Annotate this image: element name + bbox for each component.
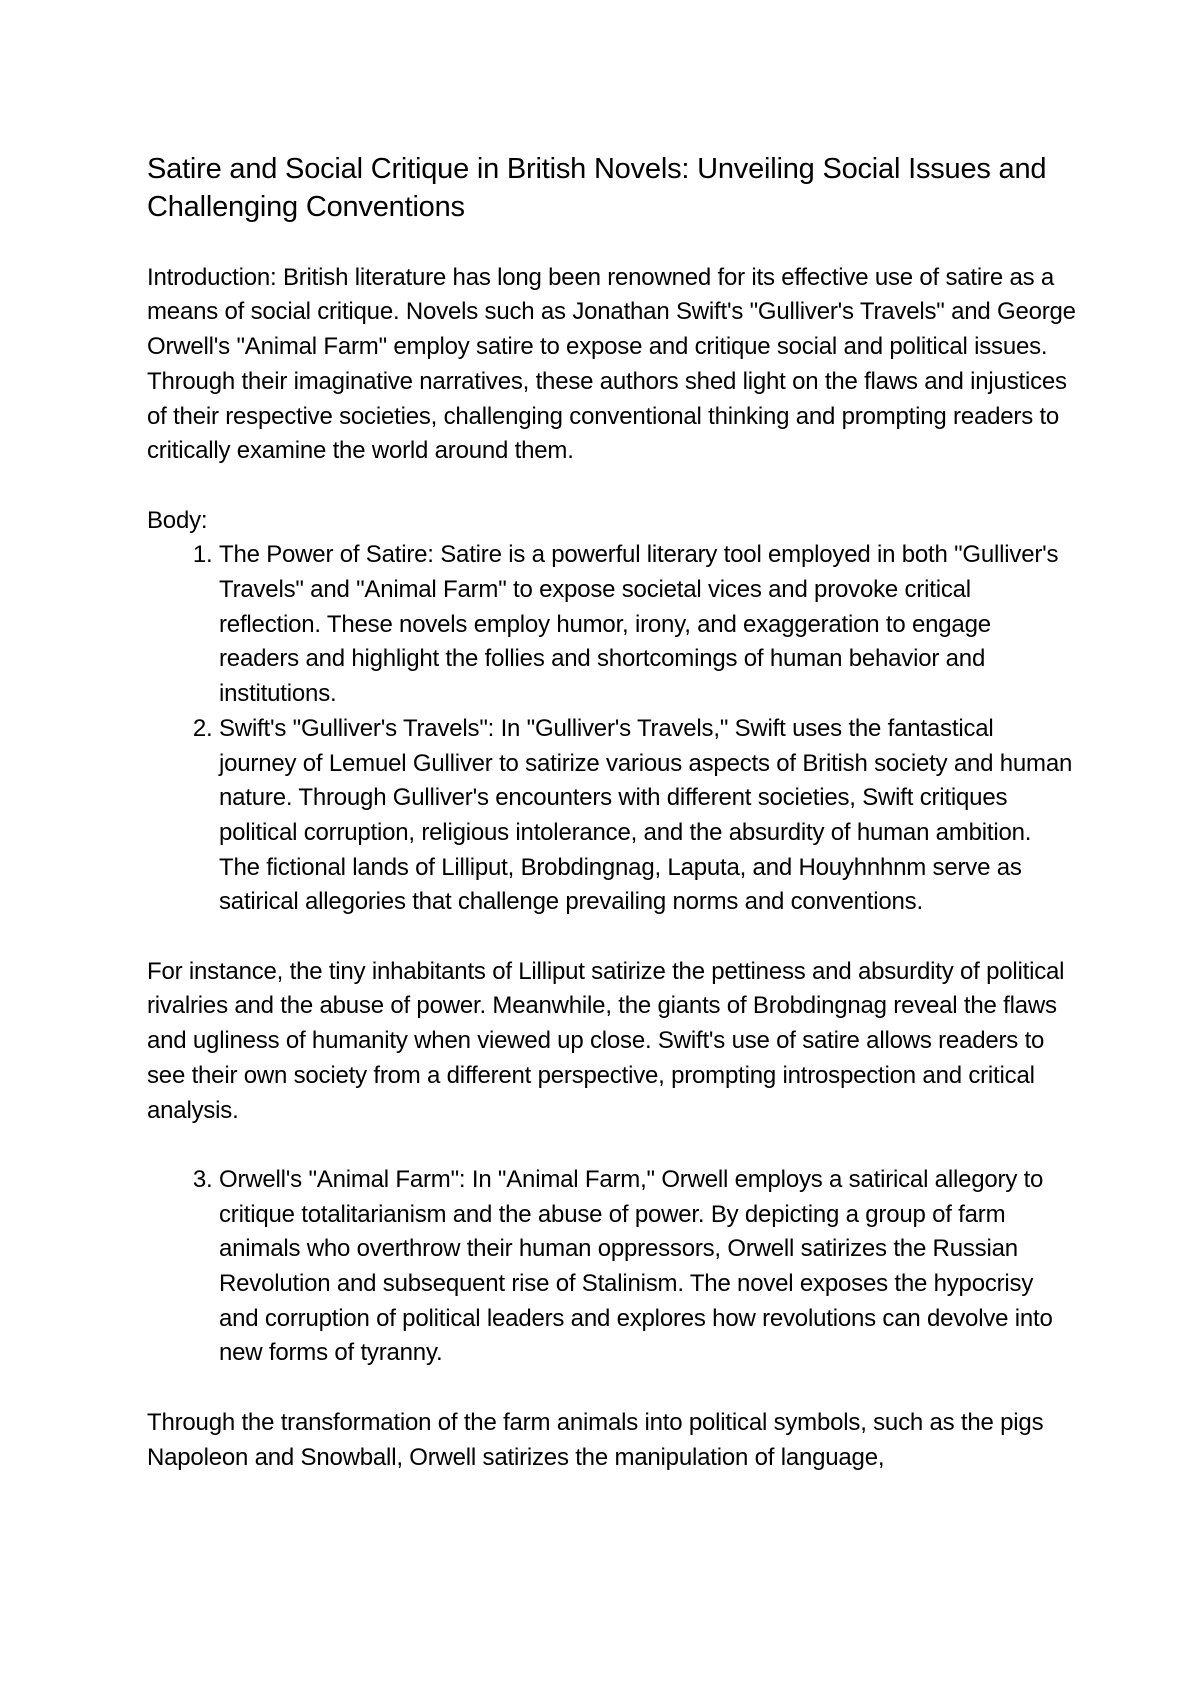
animals-paragraph: Through the transformation of the farm animals into political symbols, such as the pigs Napoleon and Snowball, Orwell satirizes the manipulation of language, xyxy=(147,1408,1044,1471)
list-item-animal-farm: 3. Orwell's "Animal Farm": In "Animal Farm," Orwell employs a satirical allegory to critique totalitarianism and the abuse of power. By depicting a group of farm animals who overthrow their human oppressors, Orwell satirizes the Russian Revolution and subsequent rise of Stalinism. The novel exposes the hypocrisy and corruption of political leaders and explores how revolutions can devolve into new forms of tyranny. xyxy=(219,1163,1077,1371)
list-item-gullivers-travels: 2. Swift's "Gulliver's Travels": In "Gulliver's Travels," Swift uses the fantastical journey of Lemuel Gulliver to satirize various aspects of British society and human nature. Through Gulliver's encounters with different societies, Swift critiques political corruption, religious intolerance, and the absurdity of human ambition. The fictional lands of Lilliput, Brobdingnag, Laputa, and Houyhnhnm serve as satirical allegories that challenge prevailing norms and conventions. xyxy=(219,712,1077,920)
lilliput-paragraph: For instance, the tiny inhabitants of Lilliput satirize the pettiness and absurdity of political rivalries and the abuse of power. Meanwhile, the giants of Brobdingnag reveal the flaws and ugliness of humanity when viewed up close. Swift's use of satire allows readers to see their own society from a different perspective, prompting introspection and critical analysis. xyxy=(147,957,1065,1124)
document-page xyxy=(147,150,1077,1510)
introduction-paragraph: Introduction: British literature has long been renowned for its effective use of satire as a means of social critique. Novels such as Jonathan Swift's "Gulliver's Travels" and George Orwell's "Animal Farm" employ satire to expose and critique social and political issues. Through their imaginative narratives, these authors shed light on the flaws and injustices of their respective societies, challenging conventional thinking and prompting readers to critically examine the world around them. xyxy=(147,263,1076,465)
body-label: Body: xyxy=(147,506,208,534)
body-list xyxy=(147,538,1077,920)
document-title: Satire and Social Critique in British Novels: Unveiling Social Issues and Challenging Conventions xyxy=(147,153,1047,223)
body-list-continued xyxy=(147,1163,1077,1371)
list-item-power-of-satire: 1. The Power of Satire: Satire is a powerful literary tool employed in both "Gulliver's Travels" and "Animal Farm" to expose societal vices and provoke critical reflection. These novels employ humor, irony, and exaggeration to engage readers and highlight the follies and shortcomings of human behavior and institutions. xyxy=(219,538,1077,712)
